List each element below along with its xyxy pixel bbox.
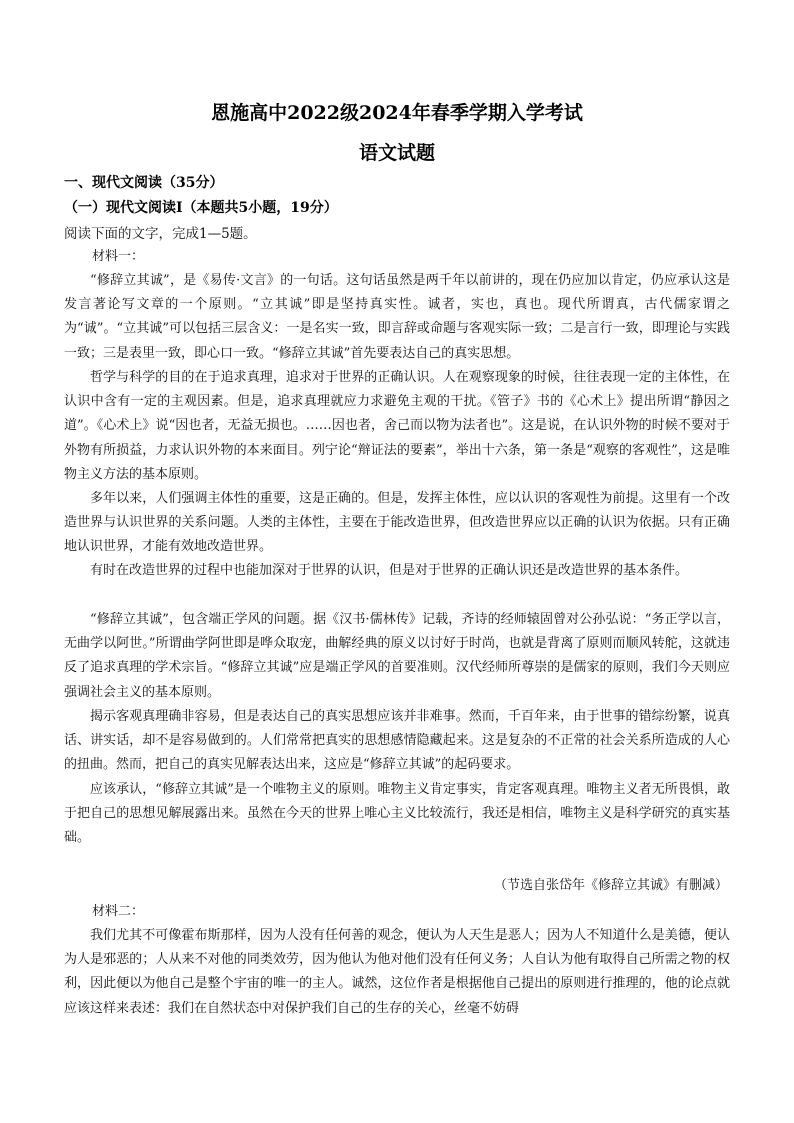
material1-label: 材料一： (92, 249, 145, 264)
section-heading: 一、现代文阅读（35分） (64, 175, 224, 191)
material1-paragraph-3: 多年以来，人们强调主体性的重要，这是正确的。但是，发挥主体性，应以认识的客观性为前提。这里有一个改造世界与认识世界的关系问题。人类的主体性，主要在于能改造世界，但改造世界应以正确的认识为依据。只有正确地认识世界，才能有效地改造世界。 (64, 491, 730, 555)
exam-subtitle: 语文试题 (358, 142, 435, 164)
material2-label: 材料二： (92, 904, 145, 919)
instruction-text: 阅读下面的文字，完成1—5题。 (64, 226, 257, 242)
material2-paragraph-1: 我们尤其不可像霍布斯那样，因为人没有任何善的观念，便认为人天生是恶人；因为人不知道什么是美德，便认为人是邪恶的；人从来不对他的同类效劳，因为他认为他对他们没有任何义务；人自认为他有取得自己所需之物的权利，因此便以为他自己是整个宇宙的唯一的主人。诚然，这位作者是根据他自己提出的原则进行推理的，他的论点就应该这样来表述：我们在自然状态中对保护我们自己的生存的关心，丝毫不妨碍 (64, 928, 730, 1016)
material1-source: （节选自张岱年《修辞立其诚》有删减） (493, 878, 728, 893)
material1-paragraph-7: 应该承认，“修辞立其诚”是一个唯物主义的原则。唯物主义肯定事实，肯定客观真理。唯物主义者无所畏惧，敢于把自己的思想见解展露出来。虽然在今天的世界上唯心主义比较流行，我还是相信，唯物主义是科学研究的真实基础。 (64, 782, 730, 846)
exam-title: 恩施高中2022级2024年春季学期入学考试 (211, 102, 583, 124)
material1-paragraph-2: 哲学与科学的目的在于追求真理，追求对于世界的正确认识。人在观察现象的时候，往往表现一定的主体性，在认识中含有一定的主观因素。但是，追求真理就应力求避免主观的干扰。《管子》书的《心术上》提出所谓“静因之道”。《心术上》说“因也者，无益无损也。……因也者，舍己而以物为法者也”。这是说，在认识外物的时候不要对于外物有所损益，力求认识外物的本来面目。列宁论“辩证法的要素”，举出十六条，第一条是“观察的客观性”，这是唯物主义方法的基本原则。 (64, 370, 730, 482)
material1-paragraph-6: 揭示客观真理确非容易，但是表达自己的真实思想应该并非难事。然而，千百年来，由于世事的错综纷繁，说真话、讲实话，却不是容易做到的。人们常常把真实的思想感情隐藏起来。这是复杂的不正常的社会关系所造成的人心的扭曲。然而，把自己的真实见解表达出来，这应是“修辞立其诚”的起码要求。 (64, 709, 730, 773)
material1-paragraph-1: “修辞立其诚”，是《易传·文言》的一句话。这句话虽然是两千年以前讲的，现在仍应加以肯定，仍应承认这是发言著论写文章的一个原则。“立其诚”即是坚持真实性。诚者，实也，真也。现代所谓真，古代儒家谓之为“诚”。“立其诚”可以包括三层含义：一是名实一致，即言辞或命题与客观实际一致；二是言行一致，即理论与实践一致；三是表里一致，即心口一致。“修辞立其诚”首先要表达自己的真实思想。 (64, 273, 730, 361)
section-subheading: （一）现代文阅读Ⅰ（本题共5小题，19分） (64, 200, 338, 216)
material1-paragraph-5: “修辞立其诚”，包含端正学风的问题。据《汉书·儒林传》记载，齐诗的经师辕固曾对公孙弘说：“务正学以言，无曲学以阿世。”所谓曲学阿世即是哗众取宠，曲解经典的原义以讨好于时尚，也就是背离了原则而顺风转舵，这就违反了追求真理的学术宗旨。“修辞立其诚”应是端正学风的首要准则。汉代经师所尊崇的是儒家的原则，我们今天则应强调社会主义的基本原则。 (64, 612, 730, 700)
material1-paragraph-4: 有时在改造世界的过程中也能加深对于世界的认识，但是对于世界的正确认识还是改造世界的基本条件。 (90, 563, 689, 578)
